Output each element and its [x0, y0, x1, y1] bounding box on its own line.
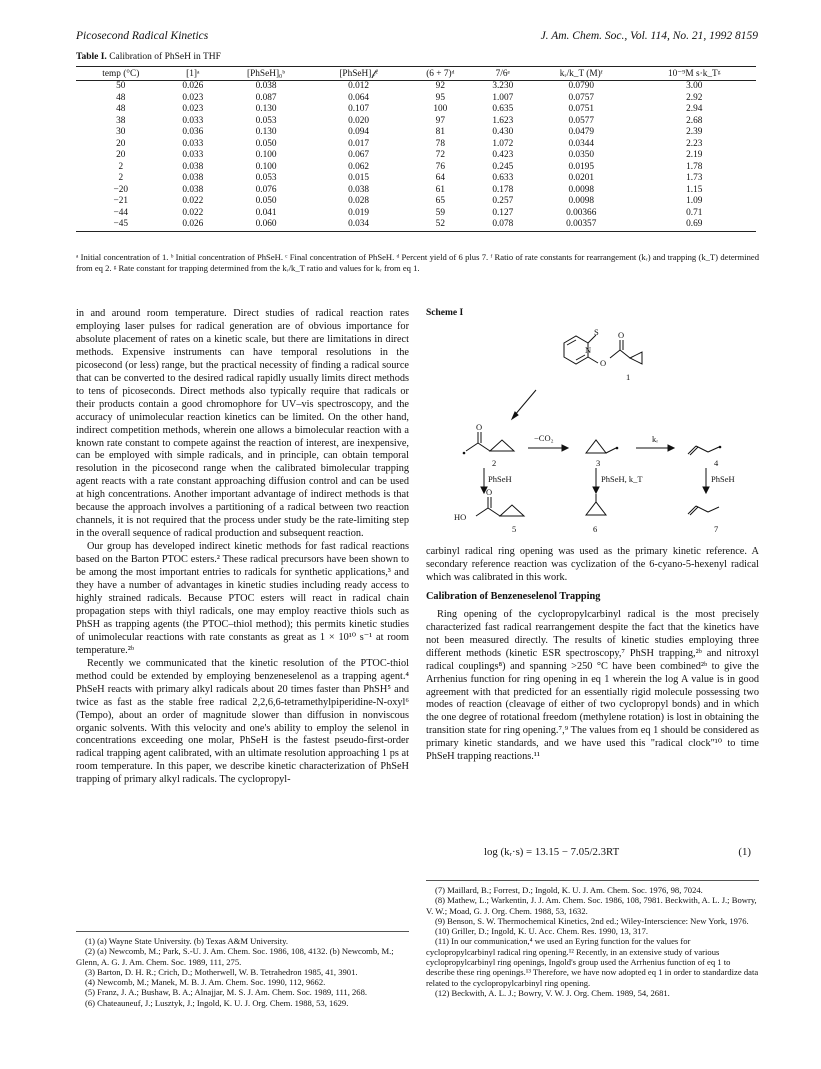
reference: (1) (a) Wayne State University. (b) Texas A&M University. [85, 936, 288, 946]
radical-dot [616, 447, 619, 450]
table-cell: 50 [116, 81, 126, 91]
table-row [76, 81, 756, 93]
reagent-label: PhSeH, k_T [601, 474, 643, 484]
equation-1 [426, 846, 759, 862]
table-cell: 0.033 [182, 150, 204, 160]
table-cell: 0.012 [348, 81, 370, 91]
table-cell: 0.0790 [568, 81, 595, 91]
reference: (5) Franz, J. A.; Bushaw, B. A.; Alnajjar, M. S. J. Am. Chem. Soc. 1989, 111, 268. [85, 987, 368, 998]
scheme-drawing [426, 308, 759, 533]
table-row [76, 116, 756, 128]
table-cell: 0.076 [255, 184, 277, 195]
table-cell: 0.036 [182, 127, 204, 137]
table-cell: 2.39 [686, 127, 703, 137]
table-cell: 0.0757 [568, 92, 595, 103]
reference: (7) Maillard, B.; Forrest, D.; Ingold, K. U. J. Am. Chem. Soc. 1976, 98, 7024. [435, 885, 703, 895]
table-cell: −20 [113, 184, 129, 195]
table-cell: 48 [116, 104, 126, 114]
atom-label-o: O [618, 330, 625, 340]
table-cell: 20 [116, 138, 126, 149]
table-cell: 0.69 [632, 219, 756, 231]
body-paragraph: Ring opening of the cyclopropylcarbinyl radical is the most precisely characterized fast radical rearrangement despite the fact that the kinetics have not been measured directly. The results of kinetic studies employing three different methods (kinetic ESR spectroscopy,⁷ PhSH trapping,²ᵇ and nitroxyl radical couplings⁸) and spanning >250 °C have been combined²ᵇ to give the Arrhenius function for ring opening in eq 1 wherein the log A value is in good agreement with that predicted for an essentially rigid molecule possessing two modes of reaction (cleavage of either of two cyclopropyl bonds) and in which the one degree of rotational freedom (methylene rotation) is lost in obtaining the transition state for ring opening.⁷,⁹ The values from eq 1 should be considered as primary kinetic standards, and we have used this "radical clock"¹⁰ to time PhSeH trapping reactions.¹¹ [426, 608, 759, 763]
body-paragraph: in and around room temperature. Direct studies of radical reaction rates employing laser pulses for radical generation are of obvious importance for absolute placement of rates on a kinetic scale, but there are limitations in direct methods. Expensive instruments can have temporal resolutions in the picosecond (or less) range, but the practical necessity of finding a radical source that can be converted to the desired radical rapidly usually limits direct methods to tens of picoseconds. Direct methods also typically require that radicals or their products contain a good chromophore for UV–vis spectroscopy, and the accuracy of unimolecular reaction kinetics can be limited. On the other hand, indirect competition methods, wherein one allows a bimolecular reaction with a known rate constant to compete against the reaction of interest, are inexpensive, can be employed with simple radicals, and in principle, can obtain temporal resolution in the picosecond range when the calibrated bimolecular trapping agent reacts with a rate constant approaching diffusion control and can be used at high concentrations. Another important advantage of indirect methods is that because the approach involves a partitioning of a radical between two reaction channels, it is not required that the process under study be the rate-limiting step in the overall sequence of radical production and subsequent reaction. [76, 308, 409, 540]
col-header: 10⁻⁹M s·k_Tᵍ [632, 67, 756, 81]
table-cell: 48 [116, 92, 126, 103]
compound-label: 3 [596, 458, 601, 468]
table-cell: 78 [435, 138, 445, 149]
table-cell: 30 [116, 127, 126, 137]
table-cell: 64 [435, 173, 445, 183]
table-cell: 0.041 [255, 207, 277, 218]
table-footnotes: ᵃ Initial concentration of 1. ᵇ Initial concentration of PhSeH. ᶜ Final concentration of PhSeH. ᵈ Percent yield of 6 plus 7. ᶠ Ratio of rate constants for rearrangement (kᵣ) and trapping (k_T) determined from eq 2. ᵍ Rate constant for trapping determined from the kᵣ/k_T ratio and values for kᵣ from eq 1. [76, 252, 759, 273]
table-cell: 0.019 [348, 207, 370, 218]
table-cell: 0.033 [182, 115, 204, 126]
radical-dot [719, 446, 722, 449]
table-caption-text: Calibration of PhSeH in THF [109, 52, 221, 62]
table-cell: 72 [435, 150, 445, 160]
left-references [76, 931, 409, 1008]
table-cell: 0.100 [255, 161, 277, 172]
table-cell: 65 [435, 196, 445, 206]
table-cell: 59 [435, 207, 445, 218]
table-cell: 0.023 [182, 104, 204, 114]
col-header: kᵣ/k_T (M)ᶠ [530, 67, 632, 81]
table-cell: 0.017 [348, 138, 370, 149]
radical-dot [463, 452, 466, 455]
table-cell: 1.73 [686, 173, 703, 183]
table-cell: 0.038 [182, 184, 204, 195]
table-cell: 0.0577 [568, 115, 595, 126]
table-cell: 0.245 [492, 161, 514, 172]
atom-label-ho: HO [454, 512, 467, 522]
cyclopropyl-ring-3 [586, 440, 606, 453]
table-cell: 0.022 [182, 196, 204, 206]
table-cell: 1.072 [492, 138, 514, 149]
calibration-table [76, 66, 756, 232]
table-cell: 2.92 [686, 92, 703, 103]
table-row [76, 139, 756, 151]
table-cell: 0.635 [492, 104, 514, 114]
table-cell: −45 [76, 219, 166, 231]
table-cell: 3.00 [686, 81, 703, 91]
equation-text: log (kᵣ·s) = 13.15 − 7.05/2.3RT [484, 846, 620, 858]
atom-label-o: O [476, 422, 483, 432]
compound-label: 2 [492, 458, 497, 468]
table-caption [76, 52, 221, 62]
table-row [76, 162, 756, 174]
table-cell: 0.028 [348, 196, 370, 206]
cyclopropyl-ring-2 [490, 440, 514, 451]
table-cell: 0.087 [255, 92, 277, 103]
reagent-label: PhSeH [488, 474, 512, 484]
reaction-scheme [426, 308, 759, 533]
table-cell: 0.0350 [568, 150, 595, 160]
table-cell: 2.94 [686, 104, 703, 114]
scheme-label: Scheme I [426, 308, 464, 318]
table-cell: 0.100 [255, 150, 277, 160]
table-row [76, 173, 756, 185]
table-cell: 81 [435, 127, 445, 137]
table-cell: 0.094 [348, 127, 370, 137]
table-cell: 0.423 [492, 150, 514, 160]
reagent-label: PhSeH [711, 474, 735, 484]
table-cell: 0.060 [220, 219, 312, 231]
col-header: temp (°C) [76, 67, 166, 81]
reference: (4) Newcomb, M.; Manek, M. B. J. Am. Chem. Soc. 1990, 112, 9662. [85, 977, 326, 988]
running-header [76, 30, 758, 48]
table-cell: 1.623 [492, 115, 514, 126]
col-header: (6 + 7)ᵈ [405, 67, 476, 81]
table-cell: 0.0195 [568, 161, 595, 172]
reference: (10) Griller, D.; Ingold, K. U. Acc. Chem. Res. 1990, 13, 317. [435, 926, 649, 937]
table-cell: 0.050 [255, 196, 277, 206]
table-cell: 1.007 [492, 92, 514, 103]
table-cell: 0.633 [492, 173, 514, 183]
left-column-text [76, 308, 409, 787]
table-body [76, 81, 756, 232]
table-cell: 0.0479 [568, 127, 595, 137]
table-cell: 95 [435, 92, 445, 103]
table-cell: 0.430 [492, 127, 514, 137]
reference: (8) Mathew, L.; Warkentin, J. J. Am. Chem. Soc. 1986, 108, 7981. Beckwith, A. L. J.; Bowry, V. W.; Moad, G. J. Org. Chem. 1988, 53, 1632. [426, 895, 757, 916]
table-cell: 0.0344 [568, 138, 595, 149]
table-cell: 76 [435, 161, 445, 172]
table-row [76, 127, 756, 139]
table-cell: 0.026 [166, 219, 220, 231]
reagent-label: kᵣ [652, 434, 659, 444]
cyclopropyl-ring-6 [586, 502, 606, 515]
table-cell: 0.178 [492, 184, 514, 195]
reference: (11) In our communication,⁴ we used an Eyring function for the values for cyclopropylcarbinyl radical ring opening.¹² Recently, in an extensive study of various cyclopropylcarbinyl ring openings, Ingold's group used the Arrhenius function of eq 1 to describe these ring openings.¹³ Therefore, we have now adopted eq 1 in order to standardize data related to the cyclopropylcarbinyl ring opening. [426, 936, 759, 988]
equation-number: (1) [738, 846, 751, 858]
table-cell: 20 [116, 150, 126, 160]
table-cell: 52 [405, 219, 476, 231]
table-cell: 0.022 [182, 207, 204, 218]
table-cell: 1.15 [686, 184, 703, 195]
compound-label: 4 [714, 458, 719, 468]
table-cell: 0.064 [348, 92, 370, 103]
table-cell: 2.19 [686, 150, 703, 160]
table-cell: 0.130 [255, 127, 277, 137]
table-cell: 2.23 [686, 138, 703, 149]
table-cell: 97 [435, 115, 445, 126]
table-row [76, 219, 756, 231]
table-cell: 0.038 [348, 184, 370, 195]
table-cell: 0.023 [182, 92, 204, 103]
table-cell: 0.020 [348, 115, 370, 126]
table-cell: 0.038 [182, 173, 204, 183]
atom-label-o: O [600, 358, 607, 368]
table-cell: 0.130 [255, 104, 277, 114]
compound-label: 5 [512, 524, 517, 533]
compound-label: 6 [593, 524, 598, 533]
table-cell: −21 [113, 196, 129, 206]
table-cell: 0.00357 [530, 219, 632, 231]
reference: (6) Chateauneuf, J.; Lusztyk, J.; Ingold, K. U. J. Org. Chem. 1988, 53, 1629. [85, 997, 349, 1008]
reference: (9) Benson, S. W. Thermochemical Kinetics, 2nd ed.; Wiley-Interscience: New York, 1976. [435, 915, 749, 926]
reagent-label: −CO₂ [534, 433, 554, 443]
table-cell: 0.053 [255, 115, 277, 126]
table-row [76, 104, 756, 116]
compound-label: 1 [626, 372, 631, 382]
table-cell: 0.0751 [568, 104, 595, 114]
body-paragraph: Our group has developed indirect kinetic methods for fast radical reactions based on the Barton PTOC esters.² These radical precursors have been shown to be among the most important entries to radicals for synthetic applications,³ and they have a number of advantages in kinetic studies including ready access to highly strained radicals. Because PTOC esters will react in radical chain propagation steps with thiyl radicals, one may employ reactive thiols such as PhSH as trapping agents (the PTOC–thiol method); this permits kinetic studies of unimolecular reactions with rate constants as great as 1 × 10¹⁰ s⁻¹ at room temperature.²ᵇ [76, 541, 409, 656]
table-cell: 38 [116, 115, 126, 126]
table-cell: 0.71 [686, 207, 703, 218]
table-cell: 0.0201 [568, 173, 595, 183]
table-cell: 2.68 [686, 115, 703, 126]
table-cell: 0.026 [182, 81, 204, 91]
table-cell: 0.107 [348, 104, 370, 114]
table-row [76, 185, 756, 197]
table-cell: 2 [118, 173, 124, 183]
table-cell: 0.0098 [568, 184, 595, 195]
table-cell: 0.067 [348, 150, 370, 160]
right-column-text [426, 546, 759, 764]
col-header: 7/6ᵉ [476, 67, 530, 81]
table-row [76, 208, 756, 220]
table-cell: 0.127 [492, 207, 514, 218]
compound-label: 7 [714, 524, 719, 533]
atom-label-n: N [585, 345, 592, 355]
cyclopropyl-ring-1 [630, 352, 642, 364]
table-cell: 0.033 [182, 138, 204, 149]
table-cell: 0.078 [476, 219, 530, 231]
table-cell: 61 [435, 184, 445, 195]
col-header: [PhSeH]₀ᵇ [220, 67, 312, 81]
table-row [76, 150, 756, 162]
table-header-row [76, 67, 756, 81]
table-row [76, 93, 756, 105]
atom-label-o: O [486, 487, 493, 497]
table-cell: 0.038 [255, 81, 277, 91]
col-header: [PhSeH]𝒻ᶜ [312, 67, 405, 81]
table-cell: 0.062 [348, 161, 370, 172]
right-references [426, 880, 759, 998]
reference: (12) Beckwith, A. L. J.; Bowry, V. W. J. Org. Chem. 1989, 54, 2681. [435, 987, 670, 998]
cyclopropyl-ring-5 [500, 505, 524, 516]
body-paragraph: carbinyl radical ring opening was used as the primary kinetic reference. A secondary reference reaction was cyclization of the 6-cyano-5-hexenyl radical which was calibrated in this work. [426, 546, 759, 583]
reference: (3) Barton, D. H. R.; Crich, D.; Motherwell, W. B. Tetrahedron 1985, 41, 3901. [85, 966, 358, 977]
atom-label-s: S [594, 327, 599, 337]
table-row [76, 196, 756, 208]
header-title: Picosecond Radical Kinetics [76, 30, 209, 42]
reference: (2) (a) Newcomb, M.; Park, S.-U. J. Am. Chem. Soc. 1986, 108, 4132. (b) Newcomb, M.; Glenn, A. G. J. Am. Chem. Soc. 1989, 111, 275. [76, 946, 394, 967]
table-cell: 0.00366 [566, 207, 597, 218]
table-cell: 0.015 [348, 173, 370, 183]
table-cell: 1.09 [686, 196, 703, 206]
table-cell: 92 [435, 81, 445, 91]
header-citation: J. Am. Chem. Soc., Vol. 114, No. 21, 1992 8159 [540, 30, 758, 42]
table-cell: 0.034 [312, 219, 405, 231]
table-cell: 0.050 [255, 138, 277, 149]
table-cell: 100 [433, 104, 448, 114]
section-heading: Calibration of Benzeneselenol Trapping [426, 590, 601, 602]
table-cell: 2 [118, 161, 124, 172]
table-cell: −44 [113, 207, 129, 218]
table-cell: 0.0098 [568, 196, 595, 206]
col-header: [1]ᵃ [166, 67, 220, 81]
table-cell: 0.038 [182, 161, 204, 172]
body-paragraph: Recently we communicated that the kinetic resolution of the PTOC-thiol method could be extended by employing benzeneselenol as a trapping agent.⁴ PhSeH reacts with primary alkyl radicals about 20 times faster than PhSH⁵ and twice as fast as the stable free radical 2,2,6,6-tetramethylpiperidine-N-oxyl⁶ (Tempo), about an order of magnitude slower than diffusion in nonviscous organic solvents. With this velocity and one's ability to employ the selenol in concentrations exceeding one molar, PhSeH is the fastest pseudo-first-order radical trapping agent calibrated, with an ultimate resolution approaching 1 ps at room temperature. In this paper, we describe kinetic characterization of PhSeH trapping of primary alkyl radicals. The cyclopropyl- [76, 657, 409, 786]
table-cell: 0.053 [255, 173, 277, 183]
table-caption-label: Table I. [76, 52, 107, 62]
table-cell: 0.257 [492, 196, 514, 206]
table-cell: 1.78 [686, 161, 703, 172]
table-cell: 3.230 [492, 81, 514, 91]
